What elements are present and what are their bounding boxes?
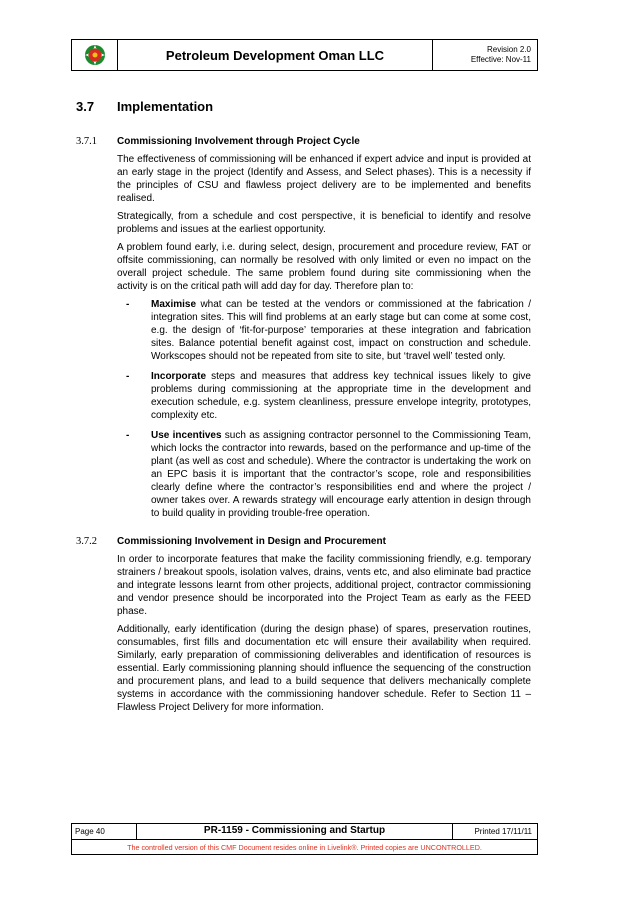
bullet-text xyxy=(151,370,531,422)
subsection-heading xyxy=(76,135,531,148)
footer-row xyxy=(72,824,537,840)
section-heading xyxy=(76,99,213,114)
printed-date: Printed 17/11/11 xyxy=(474,827,532,836)
section-title: Implementation xyxy=(117,99,214,114)
bullet-item xyxy=(117,298,531,363)
paragraph: Additionally, early identification (during the design phase) of spares, preservation routines, consumables, first fills and documentation etc will ensure their availability when required. Similarly, early preparation of commissioning deliverables and identification of resources is essential. Early commissioning planning should influence the sequencing of the construction and procurement plans, and lead to a build sequence that delivers mechanically complete systems in accordance with the commissioning handover schedule. Refer to Section 11 – Flawless Project Delivery for more information. xyxy=(117,624,531,713)
page-footer xyxy=(71,823,538,855)
document-title: PR-1159 - Commissioning and Startup xyxy=(137,824,453,839)
subsection-number: 3.7.1 xyxy=(76,136,97,147)
effective-date: Effective: Nov-11 xyxy=(470,55,531,64)
subsection-title: Commissioning Involvement in Design and Procurement xyxy=(117,536,386,547)
page-content xyxy=(76,135,531,719)
bullet-text xyxy=(151,298,531,363)
page-number: Page 40 xyxy=(72,824,137,839)
control-notice: The controlled version of this CMF Document resides online in Livelink®. Printed copies are UNCONTROLLED. xyxy=(127,843,482,852)
paragraph: A problem found early, i.e. during select, design, procurement and procedure review, FAT or offsite commissioning, can normally be resolved with only limited or even no impact on the overall project schedule. The same problem found during site commissioning when the activity is on the critical path will add day for day. Therefore plan to: xyxy=(117,242,531,292)
bullet-item xyxy=(117,429,531,520)
bullet-dash: - xyxy=(126,371,130,382)
bullet-lead: Incorporate xyxy=(151,371,207,382)
bullet-dash: - xyxy=(126,430,130,441)
section-number: 3.7 xyxy=(76,99,95,114)
paragraph: Strategically, from a schedule and cost perspective, it is beneficial to identify and resolve problems and issues at the earliest opportunity. xyxy=(117,211,531,235)
bullet-lead: Use incentives xyxy=(151,430,222,441)
company-name: Petroleum Development Oman LLC xyxy=(118,40,433,70)
subsection-number: 3.7.2 xyxy=(76,536,97,547)
bullet-list xyxy=(117,298,531,520)
bullet-item xyxy=(117,370,531,422)
paragraph: The effectiveness of commissioning will be enhanced if expert advice and input is provided at an early stage in the project (Identify and Assess, and Select phases). This is a necessity if the principles of CSU and flawless project delivery are to be implemented and benefits realised. xyxy=(117,154,531,204)
bullet-lead: Maximise xyxy=(151,299,197,310)
paragraph: In order to incorporate features that make the facility commissioning friendly, e.g. temporary strainers / breakout spools, isolation valves, drains, vents etc, and also eliminate bad practice and integrate lessons learnt from other projects, additional project, contractor commissioning and vendor presence should be incorporated into the Project Team as early as the FEED phase. xyxy=(117,554,531,617)
bullet-body: what can be tested at the vendors or commissioned at the fabrication / integration sites. This will find problems at an early stage but can come at some cost, e.g. the design of ‘fit-for-purpose’ temporaries at these integration and fabrication sites. Balance potential benefit against cost, impact on construction and schedule. Workscopes should not be repeated from site to site, but ‘travel well’ tested only. xyxy=(151,299,531,362)
pdo-logo-icon xyxy=(84,44,106,66)
subsection-title: Commissioning Involvement through Project Cycle xyxy=(117,136,360,147)
bullet-body: such as assigning contractor personnel to the Commissioning Team, which locks the contractor into rewards, based on the performance and up-time of the plant (as well as cost and schedule). Where the contractor is undertaking the work on an EPC basis it is important that the contractor’s scope, role and responsibilities clearly define where the contractor’s responsibilities end and where the project / owner takes over. A rewards strategy will encourage early attention in design through to build quality in providing trouble-free operation. xyxy=(151,430,531,519)
page-header xyxy=(71,39,538,71)
bullet-text xyxy=(151,429,531,520)
bullet-body: steps and measures that address key technical issues likely to give problems during commissioning at the appropriate time in the development and execution schedule, e.g. system cleanliness, pressure envelope integrity, prototypes, complexity etc. xyxy=(151,371,531,421)
bullet-dash: - xyxy=(126,299,130,310)
logo-cell xyxy=(72,40,118,70)
revision-number: Revision 2.0 xyxy=(486,45,531,54)
subsection-heading xyxy=(76,535,531,548)
revision-info xyxy=(433,40,537,70)
